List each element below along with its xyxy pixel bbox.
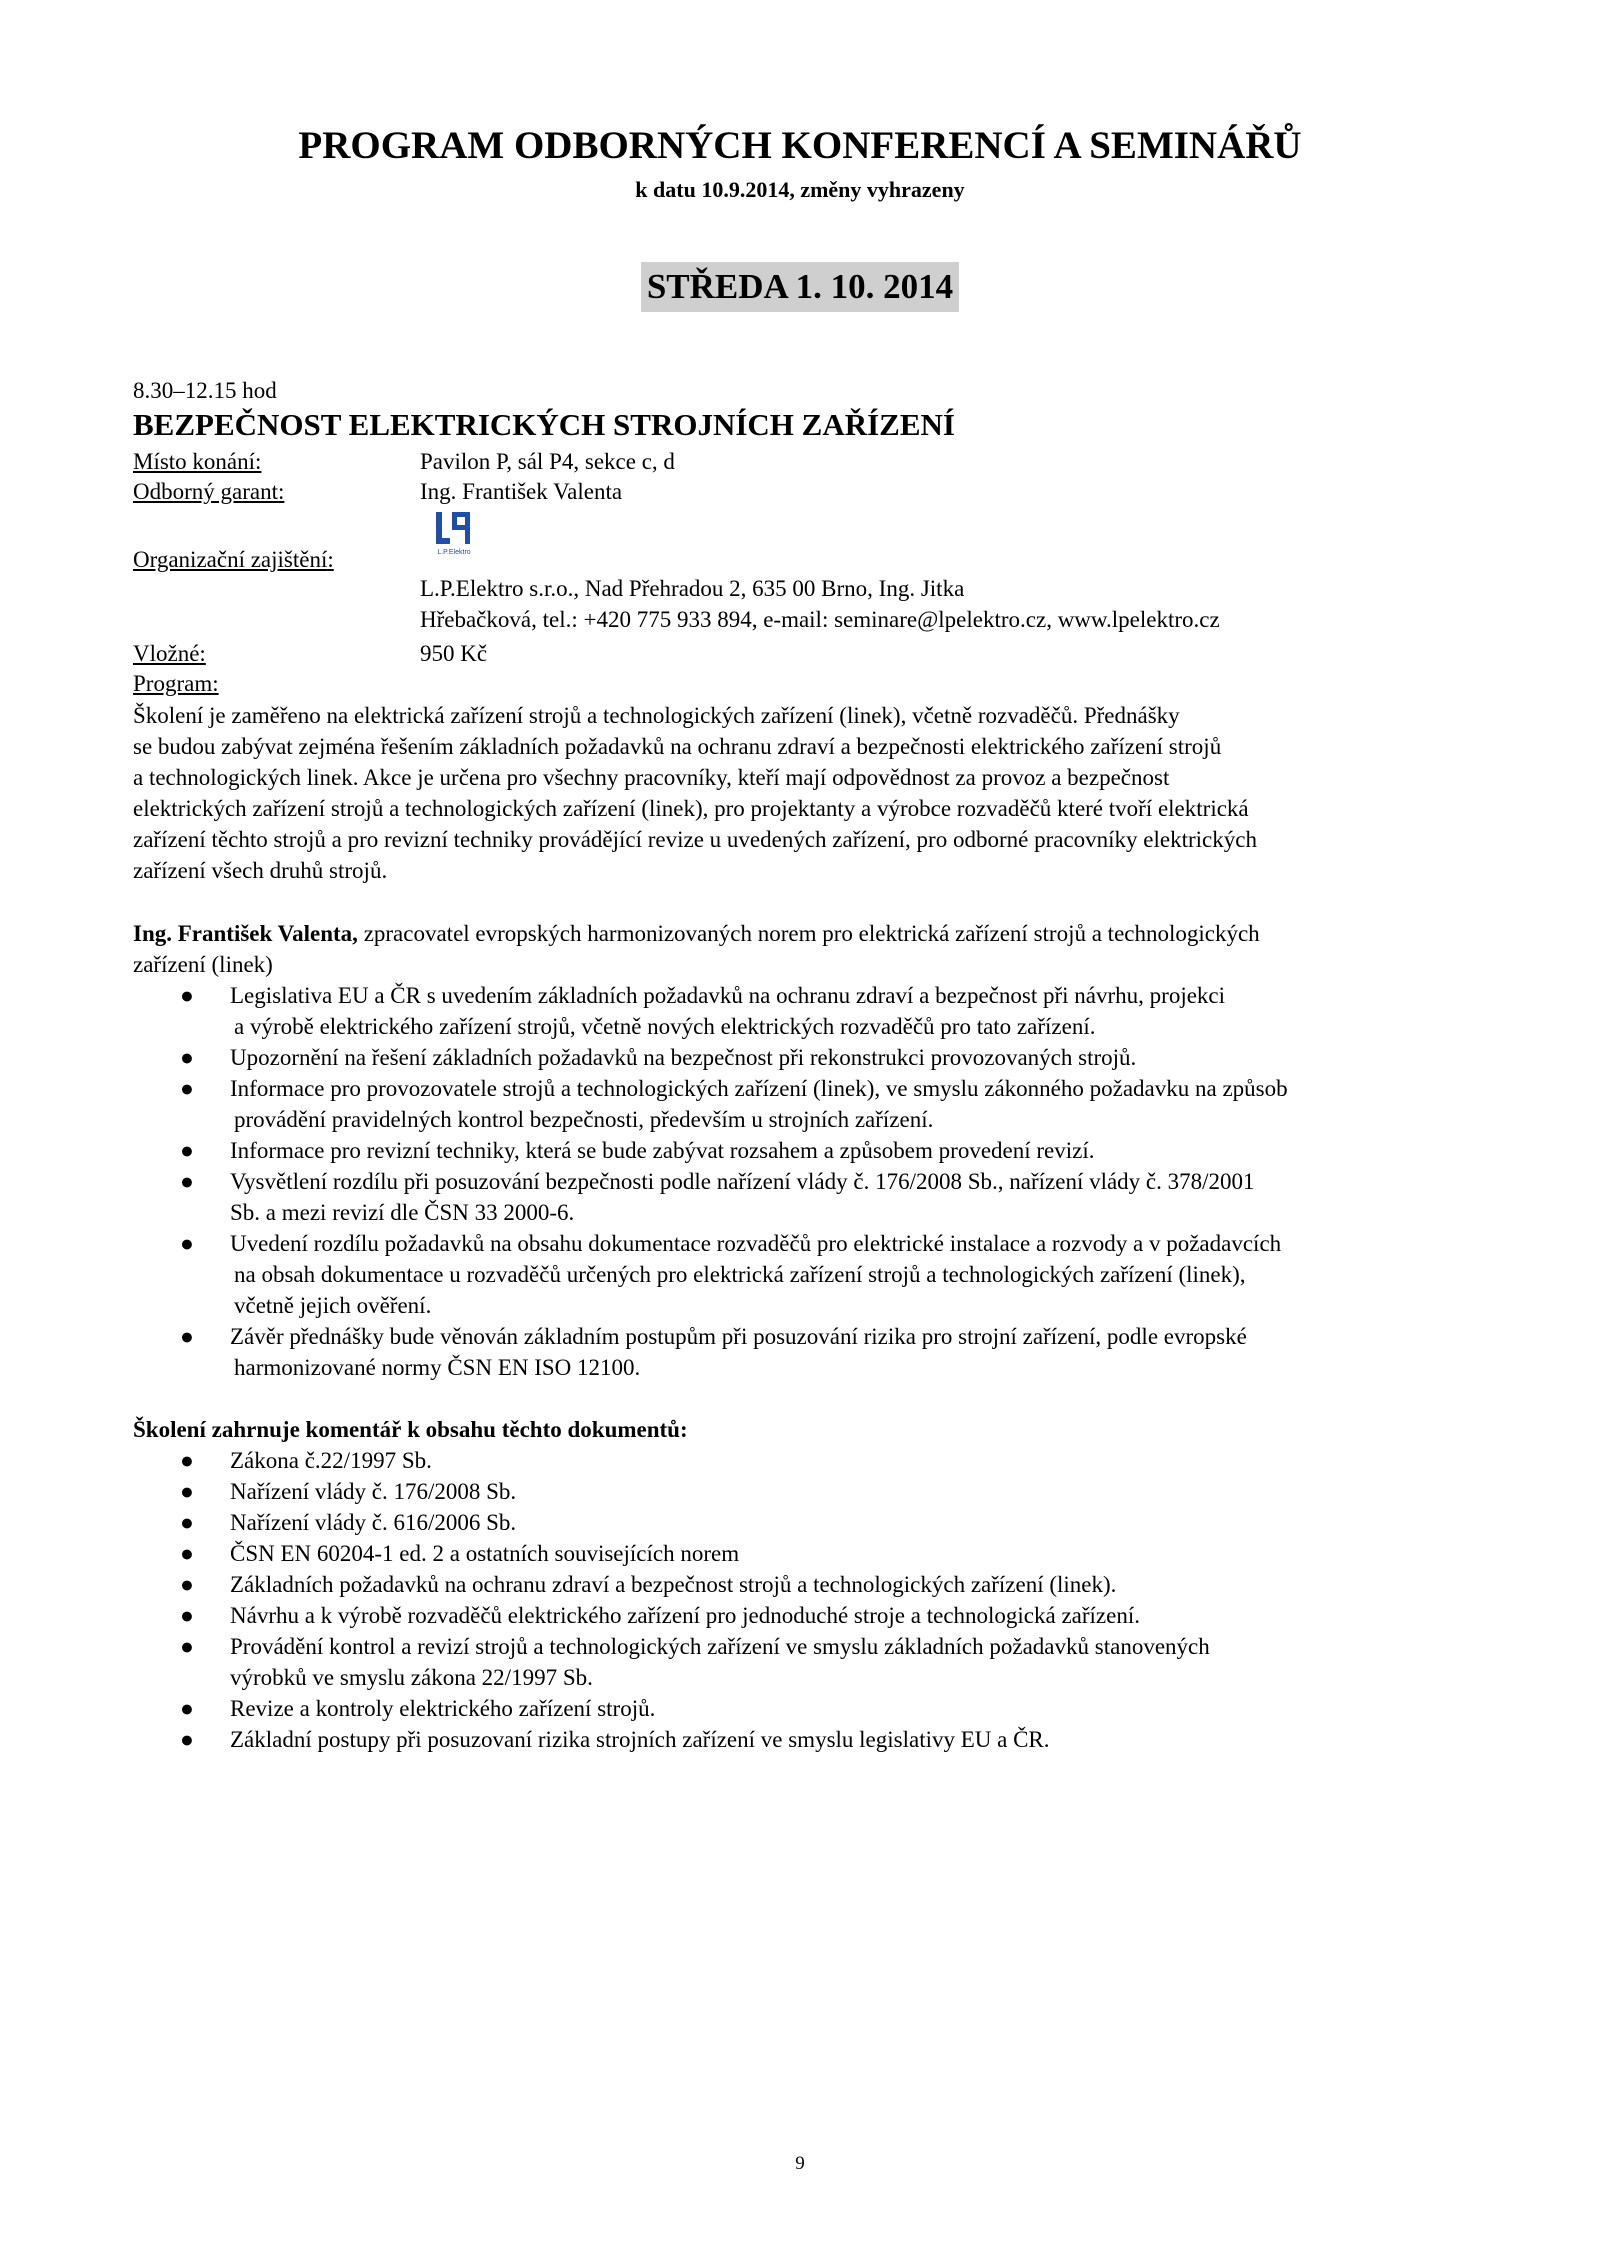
bullet-icon: ● — [180, 1076, 194, 1101]
topic-line: Informace pro provozovatele strojů a technologických zařízení (linek), ve smyslu zákonného požadavku na způsob — [230, 1076, 1288, 1101]
description-line: zařízení všech druhů strojů. — [133, 858, 388, 883]
list-item — [133, 1724, 1483, 1755]
list-item — [133, 1042, 1483, 1073]
fee-label-row — [133, 639, 206, 669]
organizer-colon: : — [327, 547, 334, 572]
list-item — [133, 1476, 1483, 1507]
topic-line: Vysvětlení rozdílu při posuzování bezpečnosti podle nařízení vlády č. 176/2008 Sb., nařízení vlády č. 378/2001 — [230, 1169, 1255, 1194]
guarantor-colon: : — [278, 479, 285, 504]
list-item — [133, 1445, 1483, 1476]
organizer-address-line-2: Hřebačková, tel.: +420 775 933 894, e-mail: seminare@lpelektro.cz, www.lpelektro.cz — [420, 607, 1220, 632]
description-line: elektrických zařízení strojů a technologických zařízení (linek), pro projektanty a výrobce rozvaděčů které tvoří elektrická — [133, 796, 1249, 821]
bullet-icon: ● — [180, 1510, 194, 1535]
list-item — [133, 1538, 1483, 1569]
organizer-address-line-1: L.P.Elektro s.r.o., Nad Přehradou 2, 635 00 Brno, Ing. Jitka — [420, 576, 965, 601]
session-title: BEZPEČNOST ELEKTRICKÝCH STROJNÍCH ZAŘÍZENÍ — [133, 407, 955, 442]
bullet-icon: ● — [180, 1138, 194, 1163]
list-item — [133, 1228, 1483, 1321]
list-item — [133, 1166, 1483, 1228]
topic-line: na obsah dokumentace u rozvaděčů určených pro elektrická zařízení strojů a technologických zařízení (linek), — [234, 1262, 1246, 1287]
venue-value: Pavilon P, sál P4, sekce c, d — [420, 449, 675, 474]
venue-label: Místo konání — [133, 449, 256, 474]
topic-line: Upozornění na řešení základních požadavků na bezpečnost při rekonstrukci provozovaných strojů. — [230, 1045, 1137, 1070]
page-number: 9 — [795, 2153, 805, 2174]
document-line: Nařízení vlády č. 176/2008 Sb. — [230, 1479, 517, 1504]
topics-list — [133, 980, 1483, 1383]
program-description — [133, 700, 1473, 886]
list-item — [133, 1321, 1483, 1383]
topic-line: Legislativa EU a ČR s uvedením základních požadavků na ochranu zdraví a bezpečnost při návrhu, projekci — [230, 983, 1226, 1008]
bullet-icon: ● — [180, 1169, 194, 1194]
document-line: Revize a kontroly elektrického zařízení strojů. — [230, 1696, 656, 1721]
list-item — [133, 1135, 1483, 1166]
guarantor-value: Ing. František Valenta — [420, 479, 623, 504]
organizer-label: Organizační zajištění — [133, 547, 328, 572]
fee-colon: : — [199, 641, 206, 666]
guarantor-label-row — [133, 477, 284, 507]
list-item — [133, 1073, 1483, 1135]
bullet-icon: ● — [180, 1634, 194, 1659]
bullet-icon: ● — [180, 1448, 194, 1473]
topic-line: a výrobě elektrického zařízení strojů, včetně nových elektrických rozvaděčů pro tato zařízení. — [234, 1014, 1096, 1039]
topic-line: provádění pravidelných kontrol bezpečnosti, především u strojních zařízení. — [234, 1107, 934, 1132]
speaker-line-1 — [133, 918, 1473, 949]
bullet-icon: ● — [180, 1324, 194, 1349]
venue-label-row — [133, 447, 261, 477]
description-line: a technologických linek. Akce je určena pro všechny pracovníky, kteří mají odpovědnost za provoz a bezpečnost — [133, 765, 1170, 790]
documents-heading: Školení zahrnuje komentář k obsahu těchto dokumentů: — [133, 1417, 688, 1442]
bullet-icon: ● — [180, 983, 194, 1008]
description-line: se budou zabývat zejména řešením základních požadavků na ochranu zdraví a bezpečnosti elektrického zařízení strojů — [133, 734, 1222, 759]
list-item — [133, 980, 1483, 1042]
list-item — [133, 1507, 1483, 1538]
document-line: Základní postupy při posuzovaní rizika strojních zařízení ve smyslu legislativy EU a ČR. — [230, 1727, 1050, 1752]
topic-line: včetně jejich ověření. — [234, 1293, 432, 1318]
topic-line: Uvedení rozdílu požadavků na obsahu dokumentace rozvaděčů pro elektrické instalace a rozvody a v požadavcích — [230, 1231, 1282, 1256]
document-line: Základních požadavků na ochranu zdraví a bezpečnost strojů a technologických zařízení (linek). — [230, 1572, 1117, 1597]
bullet-icon: ● — [180, 1541, 194, 1566]
documents-list — [133, 1445, 1483, 1755]
logo-text: L.P.Elektro — [437, 549, 471, 556]
bullet-icon: ● — [180, 1603, 194, 1628]
document-line: Nařízení vlády č. 616/2006 Sb. — [230, 1510, 517, 1535]
document-line: ČSN EN 60204-1 ed. 2 a ostatních souvisejících norem — [230, 1541, 740, 1566]
description-line: zařízení těchto strojů a pro revizní techniky provádějící revize u uvedených zařízení, pro odborné pracovníky elektrických — [133, 827, 1257, 852]
program-label: Program: — [133, 671, 219, 696]
fee-value: 950 Kč — [420, 641, 488, 666]
guarantor-label: Odborný garant — [133, 479, 278, 504]
bullet-icon: ● — [180, 1727, 194, 1752]
session-time: 8.30–12.15 hod — [133, 378, 277, 403]
page-title: PROGRAM ODBORNÝCH KONFERENCÍ A SEMINÁŘŮ — [298, 124, 1302, 167]
document-line: Provádění kontrol a revizí strojů a technologických zařízení ve smyslu základních požadavků stanovených — [230, 1634, 1210, 1659]
topic-line: Závěr přednášky bude věnován základním postupům při posuzování rizika pro strojní zařízení, podle evropské — [230, 1324, 1247, 1349]
speaker-role: zpracovatel evropských harmonizovaných norem pro elektrická zařízení strojů a technologických — [357, 921, 1260, 946]
document-line: výrobků ve smyslu zákona 22/1997 Sb. — [230, 1665, 593, 1690]
topic-line: Informace pro revizní techniky, která se bude zabývat rozsahem a způsobem provedení revizí. — [230, 1138, 1095, 1163]
bullet-icon: ● — [180, 1479, 194, 1504]
lp-elektro-logo — [432, 510, 476, 558]
list-item — [133, 1631, 1483, 1693]
venue-colon: : — [255, 449, 262, 474]
bullet-icon: ● — [180, 1045, 194, 1070]
fee-label: Vložné — [133, 641, 200, 666]
bullet-icon: ● — [180, 1572, 194, 1597]
page-subtitle: k datu 10.9.2014, změny vyhrazeny — [635, 177, 965, 202]
speaker-line-2: zařízení (linek) — [133, 952, 273, 977]
bullet-icon: ● — [180, 1231, 194, 1256]
list-item — [133, 1569, 1483, 1600]
topic-line: Sb. a mezi revizí dle ČSN 33 2000-6. — [230, 1200, 575, 1225]
speaker-name: Ing. František Valenta, — [133, 921, 358, 946]
bullet-icon: ● — [180, 1696, 194, 1721]
speaker-block — [133, 918, 1473, 980]
day-heading: STŘEDA 1. 10. 2014 — [641, 262, 959, 312]
day-heading-wrap — [0, 262, 1600, 312]
organizer-label-row — [133, 545, 334, 575]
document-line: Návrhu a k výrobě rozvaděčů elektrického zařízení pro jednoduché stroje a technologická zařízení. — [230, 1603, 1140, 1628]
list-item — [133, 1600, 1483, 1631]
description-line: Školení je zaměřeno na elektrická zařízení strojů a technologických zařízení (linek), včetně rozvaděčů. Přednášky — [133, 703, 1180, 728]
topic-line: harmonizované normy ČSN EN ISO 12100. — [234, 1355, 641, 1380]
document-line: Zákona č.22/1997 Sb. — [230, 1448, 432, 1473]
list-item — [133, 1693, 1483, 1724]
